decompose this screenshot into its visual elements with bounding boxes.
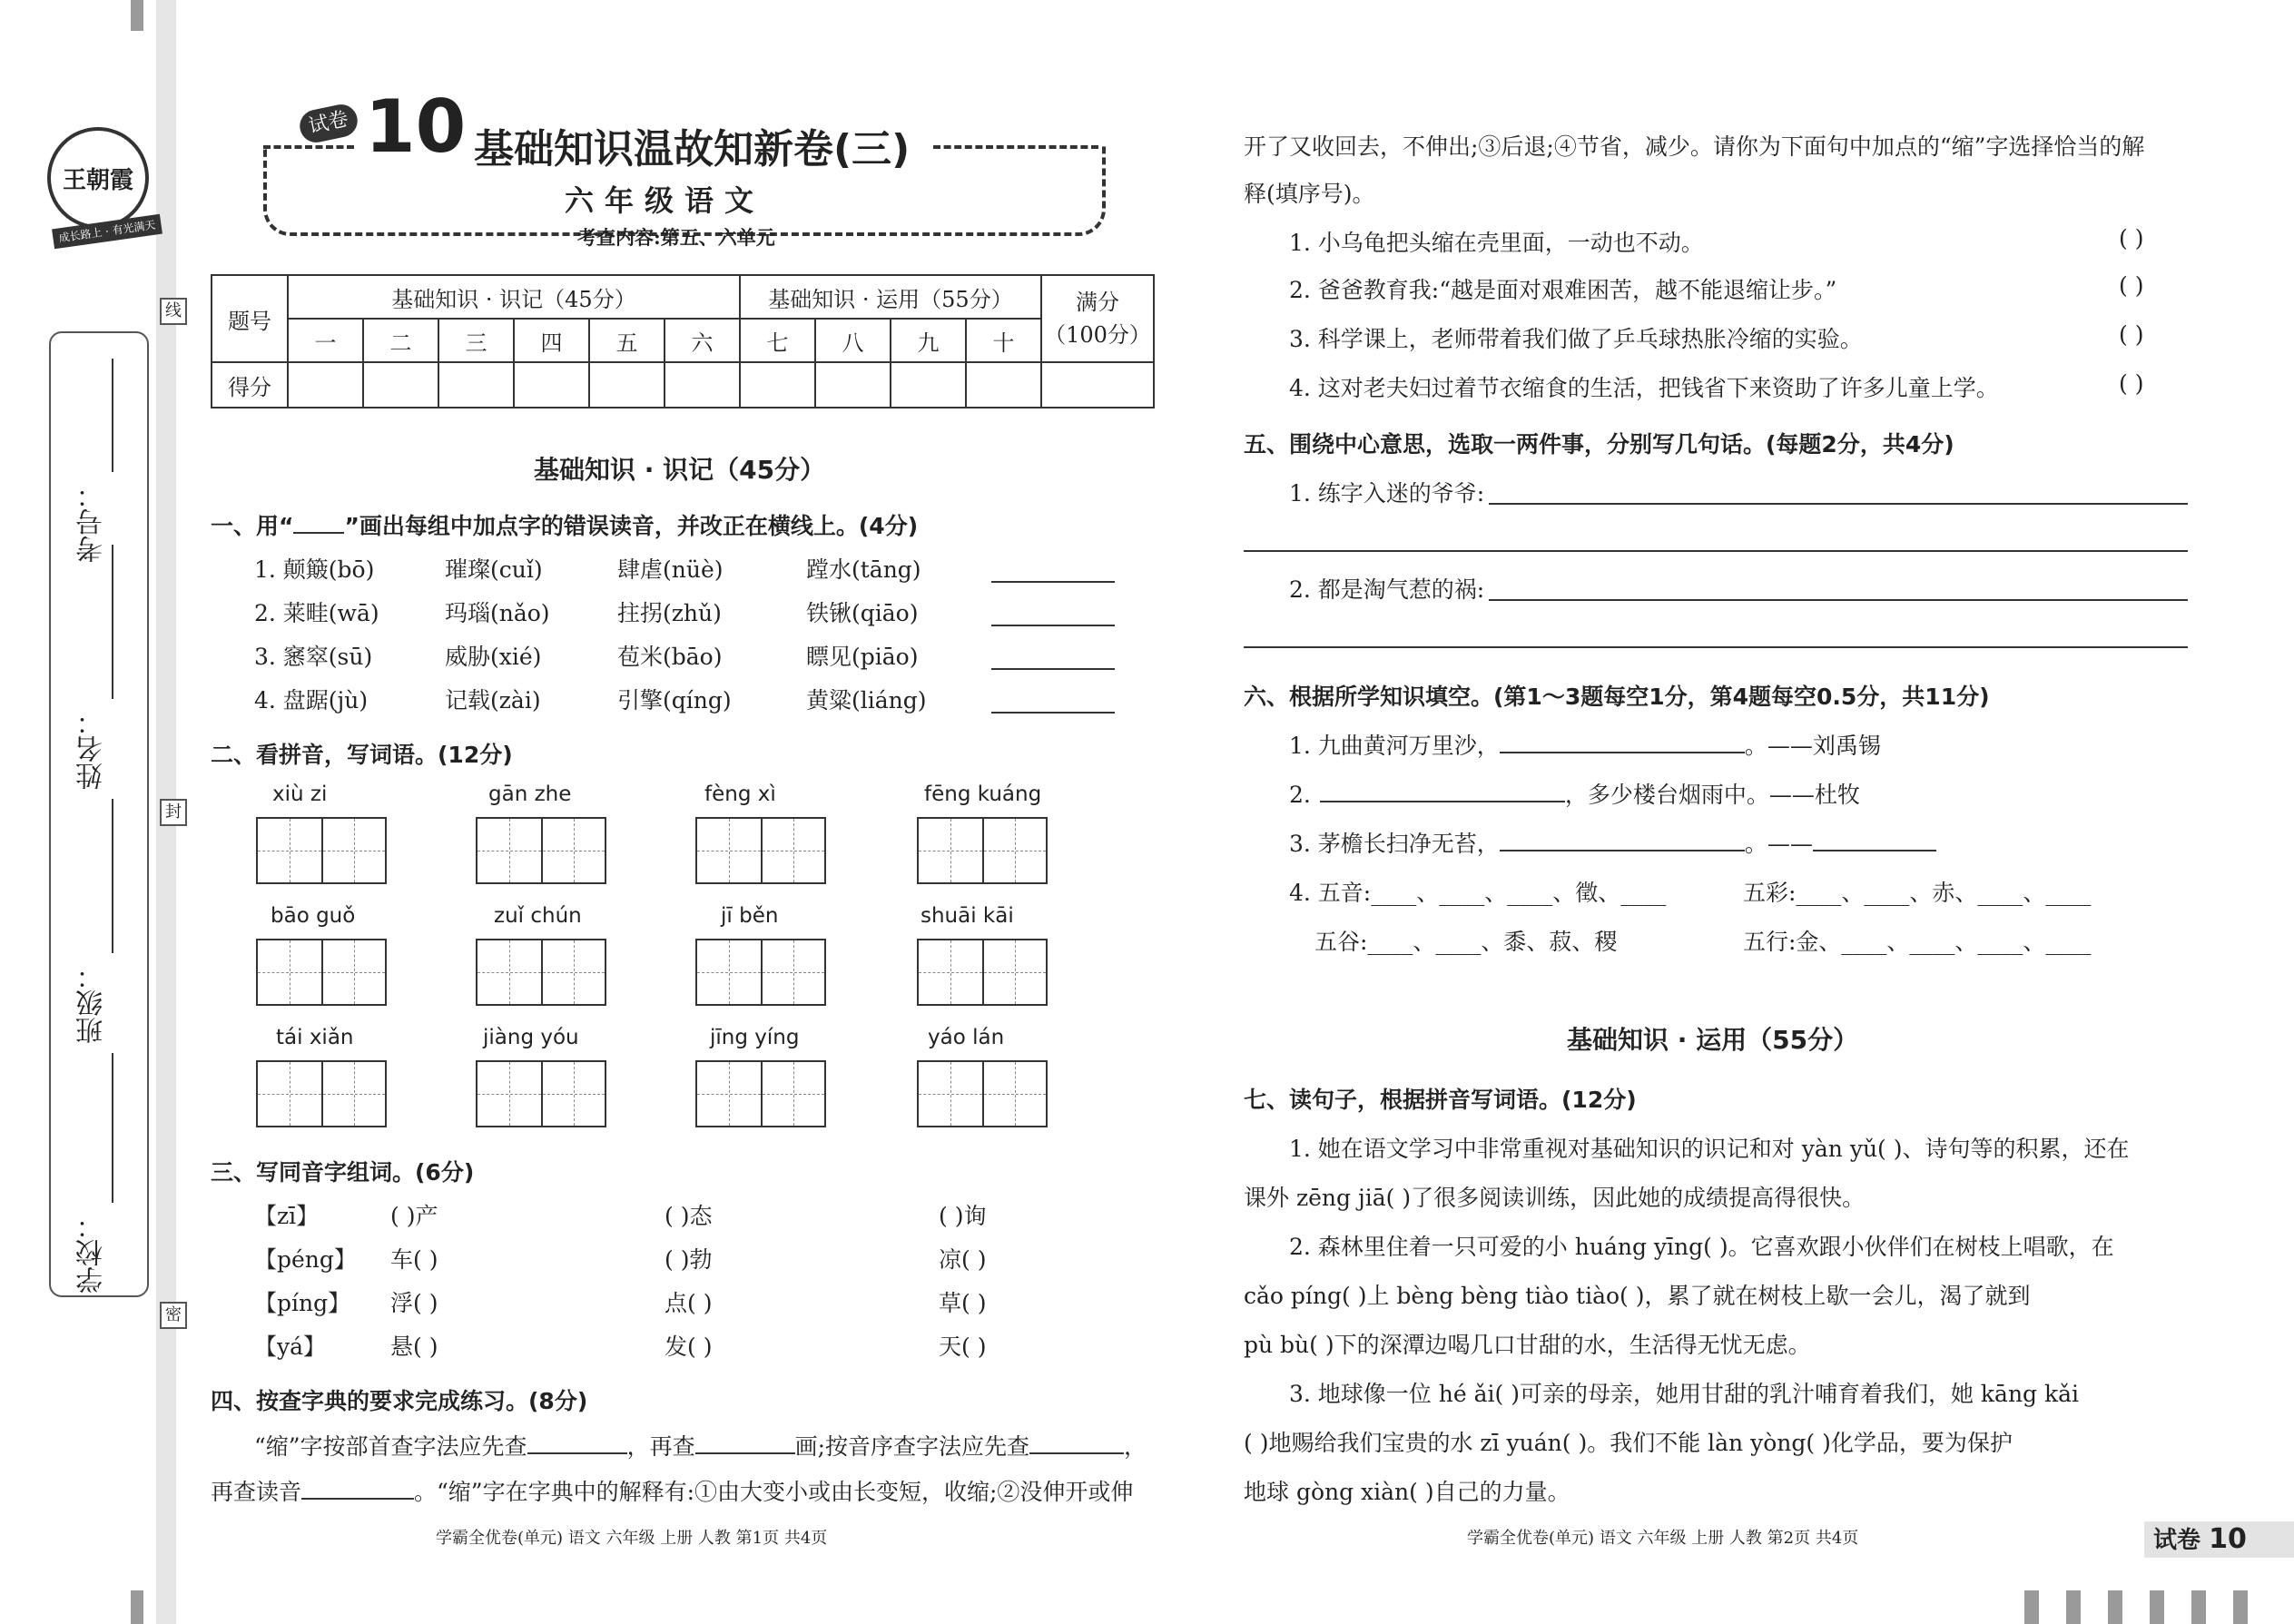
score-cell-total[interactable]	[1041, 362, 1154, 408]
q5-item-1: 1. 练字入迷的爷爷:	[1289, 480, 1485, 507]
score-cell[interactable]	[740, 362, 815, 408]
q3-sound: 【píng】	[254, 1290, 351, 1316]
name-field[interactable]	[112, 545, 113, 699]
q6-text: 。——	[1744, 831, 1813, 857]
q6-line-3	[1289, 826, 1936, 859]
school-label: 学校：	[76, 1212, 108, 1294]
crop-mark	[2108, 1590, 2122, 1624]
col-1: 一	[288, 319, 363, 362]
q5-answer-line[interactable]	[1489, 599, 2188, 601]
badge-label: 试卷	[2153, 1527, 2201, 1554]
q1-row-2-c: 拄拐(zhǔ)	[617, 600, 722, 626]
q1-row-4-b: 记载(zài)	[445, 687, 541, 714]
score-cell[interactable]	[363, 362, 438, 408]
q5-answer-line[interactable]	[1244, 550, 2188, 552]
full-score-label: 满分	[1076, 290, 1119, 315]
crop-mark	[2024, 1590, 2039, 1624]
q5-item-2: 2. 都是淘气惹的祸:	[1289, 576, 1485, 603]
q1-title-blank	[293, 532, 344, 534]
q6-text: 1. 九曲黄河万里沙，	[1289, 733, 1500, 759]
paper-number: 10	[365, 84, 467, 169]
q4-item: 3. 科学课上，老师带着我们做了乒乓球热胀冷缩的实验。	[1289, 326, 1863, 352]
q7-line: 课外 zēng jiā( )了很多阅读训练，因此她的成绩提高得很快。	[1244, 1185, 1866, 1211]
q1-title	[211, 508, 918, 541]
q2-writing-grid[interactable]	[476, 817, 606, 884]
bind-char-line: 线	[160, 298, 187, 325]
q2-writing-grid[interactable]	[695, 939, 826, 1006]
q4-line-2	[211, 1474, 1133, 1507]
header-question-no: 题号	[212, 275, 288, 362]
q3-blank[interactable]: ( )勃	[665, 1246, 713, 1273]
q3-blank[interactable]: 点( )	[665, 1290, 713, 1316]
q1-answer-line[interactable]	[991, 712, 1115, 714]
paper-badge	[2144, 1521, 2294, 1558]
q1-row-2-d: 铁锹(qiāo)	[806, 600, 919, 626]
q3-blank[interactable]: ( )态	[665, 1203, 713, 1229]
q1-row-1-d: 蹚水(tāng)	[806, 556, 921, 583]
school-field[interactable]	[112, 1053, 113, 1203]
q3-blank[interactable]: ( )询	[939, 1203, 987, 1229]
q4-blank-strokes[interactable]	[695, 1452, 795, 1454]
q1-answer-line[interactable]	[991, 668, 1115, 670]
q4-text: 再查读音	[211, 1479, 302, 1505]
score-cell[interactable]	[514, 362, 589, 408]
q2-pinyin: tái xiǎn	[276, 1026, 354, 1049]
col-8: 八	[815, 319, 891, 362]
q2-writing-grid[interactable]	[256, 1060, 387, 1127]
q2-writing-grid[interactable]	[695, 1060, 826, 1127]
q1-row-2-a: 2. 莱畦(wā)	[254, 600, 379, 626]
q3-blank[interactable]: ( )产	[390, 1203, 438, 1229]
logo-name: 王朝霞	[62, 167, 133, 194]
q6-blank[interactable]	[1500, 850, 1745, 851]
q1-row-4-d: 黄粱(liáng)	[806, 687, 927, 714]
score-cell[interactable]	[589, 362, 665, 408]
q5-answer-line[interactable]	[1489, 503, 2188, 505]
q1-title-b: ”画出每组中加点字的错误读音，并改正在横线上。(4分)	[344, 513, 919, 539]
col-10: 十	[966, 319, 1041, 362]
crop-mark	[2150, 1590, 2164, 1624]
q1-answer-line[interactable]	[991, 581, 1115, 583]
q1-row-3-a: 3. 窸窣(sū)	[254, 644, 373, 670]
exam-number-label: 考号：	[76, 481, 108, 563]
q7-title: 七、读句子，根据拼音写词语。(12分)	[1244, 1087, 1637, 1113]
q6-blank[interactable]	[1320, 801, 1565, 802]
q4-text: 画;按音序查字法应先查	[794, 1433, 1030, 1460]
q2-pinyin: fēng kuáng	[924, 782, 1042, 806]
score-cell[interactable]	[966, 362, 1041, 408]
q7-line: ( )地赐给我们宝贵的水 zī yuán( )。我们不能 làn yòng( )化学品，要为保护	[1244, 1430, 2013, 1456]
q1-row-4-c: 引擎(qíng)	[617, 687, 732, 714]
q4-continued-line-2: 释(填序号)。	[1244, 181, 1375, 207]
col-4: 四	[514, 319, 589, 362]
q4-item: 1. 小乌龟把头缩在壳里面，一动也不动。	[1289, 230, 1704, 256]
q6-line-5-a[interactable]: 五谷:____、____、黍、菽、稷	[1314, 929, 1618, 955]
crop-mark	[2066, 1590, 2081, 1624]
name-label: 姓名：	[76, 708, 108, 790]
q2-writing-grid[interactable]	[695, 817, 826, 884]
q6-line-5-b[interactable]: 五行:金、____、____、____、____	[1743, 929, 2092, 955]
q6-blank-author[interactable]	[1813, 850, 1936, 851]
subject-title: 六年级语文	[565, 183, 765, 218]
score-cell[interactable]	[891, 362, 966, 408]
q1-row-2-b: 玛瑙(nǎo)	[445, 600, 550, 626]
header-group-apply: 基础知识 · 运用（55分）	[740, 275, 1041, 319]
q4-line-1	[254, 1429, 1147, 1462]
score-table	[211, 274, 1155, 408]
q2-pinyin: fèng xì	[704, 782, 776, 806]
q2-pinyin: xiù zi	[272, 782, 328, 806]
q6-line-4-b[interactable]: 五彩:____、____、赤、____、____	[1743, 880, 2092, 906]
q2-pinyin: bāo guǒ	[271, 904, 356, 928]
q4-text: 。“缩”字在字典中的解释有:①由大变小或由长变短，收缩;②没伸开或伸	[414, 1479, 1134, 1505]
q4-item-bracket[interactable]: ( )	[2119, 370, 2144, 397]
score-cell[interactable]	[288, 362, 363, 408]
q2-pinyin: gān zhe	[488, 782, 572, 806]
col-6: 六	[665, 319, 740, 362]
q2-writing-grid[interactable]	[476, 939, 606, 1006]
paper-tag: 试卷	[297, 102, 360, 146]
brand-logo	[47, 127, 149, 229]
q4-item-bracket[interactable]: ( )	[2119, 272, 2144, 299]
class-field[interactable]	[112, 799, 113, 953]
q2-title: 二、看拼音，写词语。(12分)	[211, 742, 513, 768]
q4-title: 四、按查字典的要求完成练习。(8分)	[211, 1388, 588, 1414]
student-info-box	[49, 331, 149, 1297]
q7-line: cǎo píng( )上 bèng bèng tiào tiào( )，累了就在树枝上歇一会儿，渴了就到	[1244, 1283, 2031, 1309]
col-7: 七	[740, 319, 815, 362]
badge-number: 10	[2209, 1523, 2247, 1555]
q4-item: 4. 这对老夫妇过着节衣缩食的生活，把钱省下来资助了许多儿童上学。	[1289, 375, 1999, 401]
q7-line: 地球 gòng xiàn( )自己的力量。	[1244, 1479, 1570, 1505]
q3-blank[interactable]: 发( )	[665, 1334, 713, 1360]
q7-line: 3. 地球像一位 hé ǎi( )可亲的母亲，她用甘甜的乳汁哺育着我们，她 kāng kǎi	[1289, 1381, 2080, 1407]
q6-text: ，多少楼台烟雨中。——杜牧	[1564, 782, 1860, 808]
q2-writing-grid[interactable]	[917, 1060, 1048, 1127]
q1-row-3-d: 瞟见(piāo)	[806, 644, 919, 670]
footer-right: 学霸全优卷(单元) 语文 六年级 上册 人教 第2页 共4页	[1467, 1529, 1859, 1548]
bind-char-secret: 密	[160, 1302, 187, 1329]
q2-pinyin: jī běn	[721, 904, 779, 928]
crop-mark	[2233, 1590, 2248, 1624]
section-title-memory: 基础知识 · 识记（45分）	[534, 455, 826, 485]
q3-blank[interactable]: 草( )	[939, 1290, 987, 1316]
q2-pinyin: shuāi kāi	[921, 904, 1014, 928]
footer-left: 学霸全优卷(单元) 语文 六年级 上册 人教 第1页 共4页	[436, 1529, 828, 1548]
q4-blank-radical[interactable]	[527, 1452, 627, 1454]
q3-blank[interactable]: 天( )	[939, 1334, 987, 1360]
q2-pinyin: yáo lán	[928, 1026, 1005, 1049]
q1-row-1-c: 肆虐(nüè)	[617, 556, 724, 583]
score-cell[interactable]	[665, 362, 740, 408]
col-5: 五	[589, 319, 665, 362]
q3-blank[interactable]: 悬( )	[390, 1334, 438, 1360]
q3-blank[interactable]: 车( )	[390, 1246, 438, 1273]
q4-item: 2. 爸爸教育我:“越是面对艰难困苦，越不能退缩让步。”	[1289, 277, 1837, 303]
header-group-memory: 基础知识 · 识记（45分）	[288, 275, 740, 319]
q3-blank[interactable]: 浮( )	[390, 1290, 438, 1316]
q2-writing-grid[interactable]	[917, 939, 1048, 1006]
q2-writing-grid[interactable]	[917, 817, 1048, 884]
q4-item-bracket[interactable]: ( )	[2119, 225, 2144, 251]
header-full-score	[1041, 275, 1154, 362]
q6-blank[interactable]	[1500, 752, 1745, 753]
q7-line: 2. 森林里住着一只可爱的小 huáng yīng( )。它喜欢跟小伙伴们在树枝上唱歌，在	[1289, 1234, 2114, 1260]
class-label: 班级：	[76, 962, 108, 1044]
crop-mark	[131, 1590, 143, 1624]
binding-gutter	[0, 0, 191, 1624]
q2-pinyin: jīng yíng	[710, 1026, 800, 1049]
q5-answer-line[interactable]	[1244, 646, 2188, 648]
q4-blank-syllable[interactable]	[301, 1498, 414, 1500]
q6-text: 2.	[1289, 782, 1311, 808]
q2-pinyin: jiàng yóu	[483, 1026, 579, 1049]
full-score-value: （100分）	[1044, 322, 1151, 348]
q2-writing-grid[interactable]	[256, 817, 387, 884]
q4-text: ，	[1124, 1433, 1147, 1460]
q3-sound: 【zī】	[254, 1203, 320, 1229]
q1-row-3-c: 苞米(bāo)	[617, 644, 723, 670]
q7-line: 1. 她在语文学习中非常重视对基础知识的识记和对 yàn yǔ( )、诗句等的积累，还在	[1289, 1136, 2130, 1162]
col-3: 三	[438, 319, 514, 362]
exam-number-field[interactable]	[112, 359, 113, 472]
paper-title: 基础知识温故知新卷(三)	[474, 126, 911, 172]
col-9: 九	[891, 319, 966, 362]
q3-sound: 【yá】	[254, 1334, 327, 1360]
exam-content: 考查内容:第五、六单元	[577, 226, 775, 249]
crop-mark	[2191, 1590, 2206, 1624]
score-cell[interactable]	[815, 362, 891, 408]
score-cell[interactable]	[438, 362, 514, 408]
q4-text: “缩”字按部首查字法应先查	[254, 1433, 527, 1460]
q3-blank[interactable]: 凉( )	[939, 1246, 987, 1273]
crop-mark	[131, 0, 143, 31]
q2-pinyin: zuǐ chún	[494, 904, 582, 928]
q2-writing-grid[interactable]	[476, 1060, 606, 1127]
q7-line: pù bù( )下的深潭边喝几口甘甜的水，生活得无忧无虑。	[1244, 1332, 1811, 1358]
q4-item-bracket[interactable]: ( )	[2119, 321, 2144, 348]
q3-title: 三、写同音字组词。(6分)	[211, 1159, 475, 1186]
q6-text: 。——刘禹锡	[1744, 733, 1881, 759]
col-2: 二	[363, 319, 438, 362]
q4-continued-line-1: 开了又收回去，不伸出;③后退;④节省，减少。请你为下面句中加点的“缩”字选择恰当的解	[1244, 133, 2145, 160]
q1-title-a: 一、用“	[211, 513, 294, 539]
score-row-label: 得分	[212, 362, 288, 408]
q1-row-1-b: 璀璨(cuǐ)	[445, 556, 543, 583]
q4-text: ，再查	[626, 1433, 695, 1460]
q6-text: 3. 茅檐长扫净无苔，	[1289, 831, 1500, 857]
q1-row-3-b: 威胁(xié)	[445, 644, 542, 670]
q6-title: 六、根据所学知识填空。(第1～3题每空1分，第4题每空0.5分，共11分)	[1244, 684, 1990, 710]
q6-line-2	[1289, 777, 1860, 810]
q3-sound: 【péng】	[254, 1246, 357, 1273]
q1-row-1-a: 1. 颠簸(bō)	[254, 556, 375, 583]
q6-line-1	[1289, 728, 1881, 761]
q2-writing-grid[interactable]	[256, 939, 387, 1006]
q1-answer-line[interactable]	[991, 625, 1115, 626]
logo-ribbon: 成长路上 · 有光满天	[52, 214, 162, 249]
bind-char-seal: 封	[160, 799, 187, 826]
q1-row-4-a: 4. 盘踞(jù)	[254, 687, 369, 714]
q4-blank-letter[interactable]	[1029, 1452, 1124, 1454]
section-title-apply: 基础知识 · 运用（55分）	[1567, 1025, 1859, 1055]
q6-line-4-a[interactable]: 4. 五音:____、____、____、徵、____	[1289, 880, 1667, 906]
q5-title: 五、围绕中心意思，选取一两件事，分别写几句话。(每题2分，共4分)	[1244, 431, 1954, 458]
